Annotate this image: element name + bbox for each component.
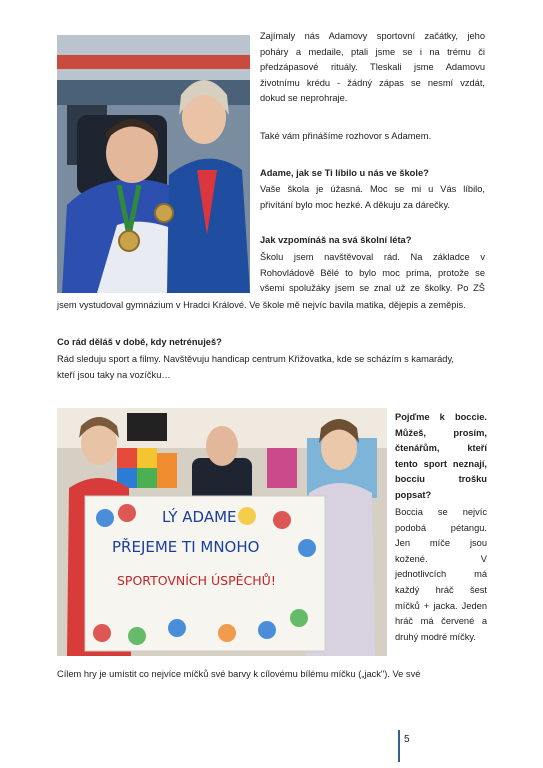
answer-line: Rohovládově Bělé to bylo moc prima, protože se (260, 267, 485, 278)
question-boccia (395, 410, 487, 504)
poster-line-1: LÝ ADAME (162, 508, 237, 526)
question-line: čtenářům, kteří (395, 443, 487, 454)
photo-adam-with-medal-art (57, 35, 250, 293)
answer-line: míčků + jacka. Jeden (395, 600, 487, 611)
page-number: 5 (404, 734, 410, 745)
intro-interview-note: Také vám přinášíme rozhovor s Adamem. (260, 131, 432, 141)
answer-line: Rád sleduju sport a filmy. Navštěvuju handicap centrum Křižovatka, kde se scházím s kamarády, (57, 354, 455, 364)
poster-line-2: PŘEJEME TI MNOHO (112, 538, 260, 556)
question-line: Pojďme k boccie. (395, 412, 487, 422)
answer-line: jednotlivcích má (395, 569, 487, 580)
page-number-bar (398, 730, 400, 762)
question-line: Můžeš, prosím, (395, 427, 487, 438)
answer-school-years-full: jsem vystudoval gymnázium v Hradci Králové. Ve škole mě nejvíc bavila matika, dějepis a zeměpis. (57, 300, 466, 310)
answer-boccia (395, 505, 487, 645)
question-line: popsat? (395, 489, 432, 500)
question-line: tento sport neznají, (395, 458, 487, 469)
intro-line: předzápasové rituály. Tleskali jsme Adamovu (260, 62, 485, 73)
question-school-years: Jak vzpomínáš na svá školní léta? (260, 235, 412, 245)
answer-line: přivítání bylo moc hezké. A děkuju za dárečky. (260, 199, 450, 210)
question-school: Adame, jak se Ti líbilo u nás ve škole? (260, 168, 429, 178)
answer-line: všemi spolužáky jsem se znal už ze školky. Po ZŠ (260, 283, 485, 294)
answer-school (260, 182, 485, 213)
intro-paragraph (260, 29, 485, 107)
answer-line: Vaše škola je úžasná. Moc se mi u Vás líbilo, (260, 184, 485, 194)
answer-school-years (260, 250, 485, 297)
answer-line: kožené. V (395, 553, 487, 564)
intro-line: poháry a medaile, ptali jsme se i na trému či (260, 46, 485, 57)
poster-line-3: SPORTOVNÍCH ÚSPĚCHŮ! (117, 573, 276, 588)
photo-poster-with-girls (57, 408, 387, 656)
answer-line: hráč má červené a (395, 616, 487, 627)
intro-line: Zajímaly nás Adamovy sportovní začátky, jeho (260, 31, 485, 41)
answer-line: druhý modré míčky. (395, 631, 476, 642)
closing-paragraph: Cílem hry je umístit co nejvíce míčků své barvy k cílovému bílému míčku („jack"). Ve své (57, 669, 421, 679)
answer-line: Boccia se nejvíc (395, 507, 487, 517)
intro-line: životnímu krédu - žádný zápas se nesmí vzdát, (260, 77, 485, 88)
answer-line: každý hráč šest (395, 584, 487, 595)
answer-line: kteří jsou taky na vozíčku… (57, 369, 171, 380)
answer-line: podobá pétangu. (395, 522, 487, 533)
answer-line: Školu jsem navštěvoval rád. Na základce v (260, 252, 485, 262)
photo-adam-with-medal (57, 35, 250, 293)
answer-free-time (57, 352, 487, 383)
answer-line: Jen míče jsou (395, 538, 487, 549)
intro-line: dokud se neprohraje. (260, 93, 348, 104)
photo-poster-art (57, 408, 387, 656)
question-free-time: Co rád děláš v době, kdy netrénuješ? (57, 337, 222, 347)
question-line: bocciu trošku (395, 474, 487, 485)
